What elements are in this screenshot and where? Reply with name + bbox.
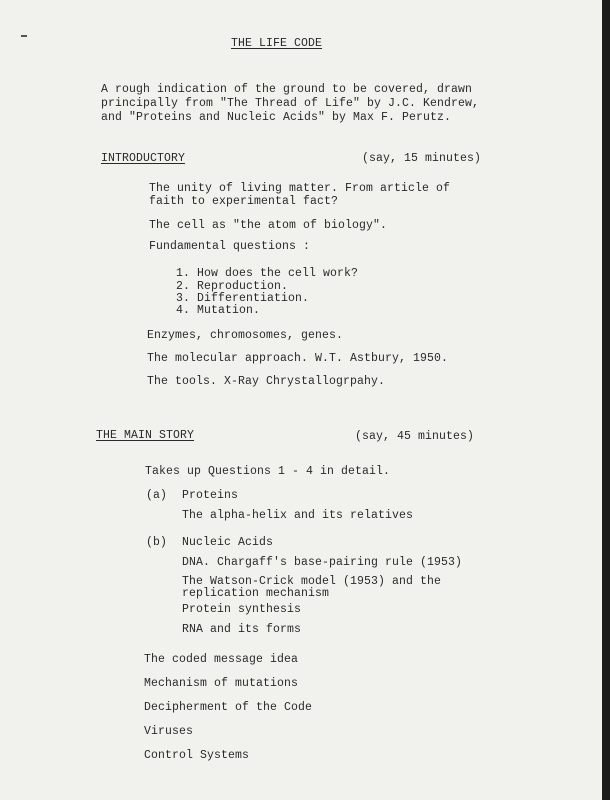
text-line: The tools. X-Ray Chrystallogrpahy. — [147, 375, 386, 388]
text-line: Decipherment of the Code — [144, 701, 313, 714]
section-time-main-story: (say, 45 minutes) — [355, 430, 475, 443]
list-item: Protein synthesis — [182, 603, 302, 616]
list-marker: (b) — [146, 536, 168, 549]
list-item: RNA and its forms — [182, 623, 302, 636]
text-line: The coded message idea — [144, 653, 299, 666]
list-marker: (a) — [146, 489, 168, 502]
text-line: Enzymes, chromosomes, genes. — [147, 329, 344, 342]
text-line: Control Systems — [144, 749, 250, 762]
list-item: The alpha-helix and its relatives — [182, 509, 414, 522]
list-item: DNA. Chargaff's base-pairing rule (1953) — [182, 556, 463, 569]
page-title: THE LIFE CODE — [231, 37, 323, 50]
section-time-introductory: (say, 15 minutes) — [362, 152, 482, 165]
list-item: Proteins — [182, 489, 239, 502]
section-heading-main-story: THE MAIN STORY — [96, 429, 195, 442]
text-line: Viruses — [144, 725, 194, 738]
text-line: faith to experimental fact? — [149, 195, 339, 208]
text-line: The molecular approach. W.T. Astbury, 1950. — [147, 352, 449, 365]
intro-line-2: principally from "The Thread of Life" by J.C. Kendrew, — [101, 97, 480, 110]
text-line: Takes up Questions 1 - 4 in detail. — [145, 465, 391, 478]
list-item: 3. Differentiation. — [176, 292, 310, 305]
list-item: The Watson-Crick model (1953) and the — [182, 575, 442, 588]
text-line: The unity of living matter. From article of — [149, 182, 451, 195]
intro-line-3: and "Proteins and Nucleic Acids" by Max F. Perutz. — [101, 111, 452, 124]
list-item: replication mechanism — [182, 587, 330, 600]
section-heading-introductory: INTRODUCTORY — [101, 152, 186, 165]
text-line: The cell as "the atom of biology". — [149, 219, 388, 232]
text-line: Mechanism of mutations — [144, 677, 299, 690]
list-item: 4. Mutation. — [176, 304, 261, 317]
list-item: Nucleic Acids — [182, 536, 274, 549]
text-line: Fundamental questions : — [149, 240, 311, 253]
list-item: 1. How does the cell work? — [176, 267, 359, 280]
corner-mark — [21, 35, 27, 37]
list-item: 2. Reproduction. — [176, 280, 289, 293]
intro-line-1: A rough indication of the ground to be covered, drawn — [101, 83, 473, 96]
